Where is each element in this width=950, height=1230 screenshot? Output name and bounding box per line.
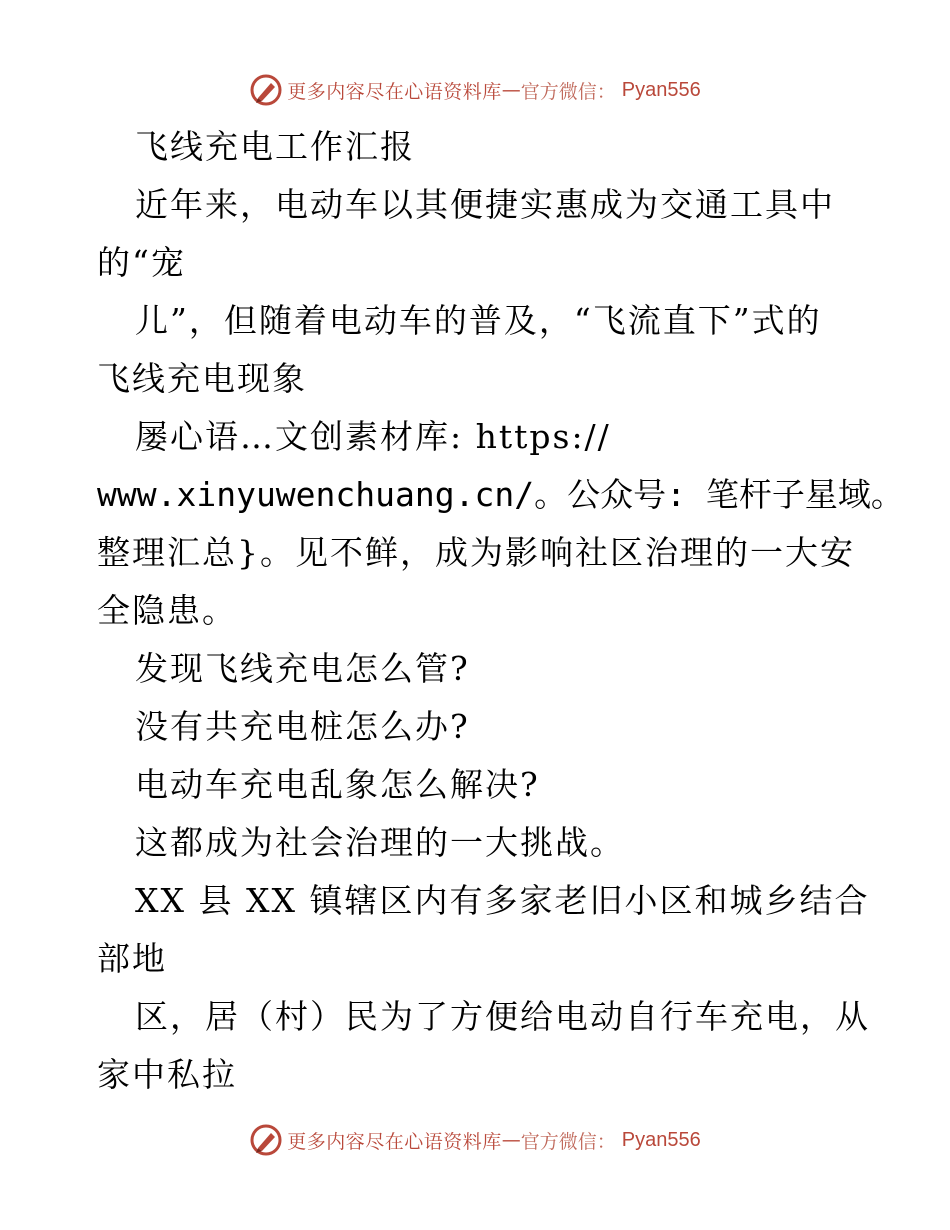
paragraph-line: www.xinyuwenchuang.cn/。公众号: 笔杆子星域。 xyxy=(97,475,904,514)
pen-logo-icon xyxy=(249,1123,283,1157)
paragraph-line: 家中私拉 xyxy=(97,1055,237,1094)
question-line: 电动车充电乱象怎么解决? xyxy=(135,765,540,804)
paragraph-line: 的“宠 xyxy=(97,243,186,282)
paragraph-line: 飞线充电现象 xyxy=(97,359,307,398)
wechat-id: Pyan556 xyxy=(621,78,701,101)
question-line: 没有共充电桩怎么办? xyxy=(135,707,470,746)
paragraph-line: 全隐患。 xyxy=(97,591,237,630)
paragraph-line: 部地 xyxy=(97,939,167,978)
question-line: 发现飞线充电怎么管? xyxy=(135,649,470,688)
paragraph-line: 近年来，电动车以其便捷实惠成为交通工具中 xyxy=(135,185,835,224)
brand-text: 更多内容尽在心语资料库 xyxy=(287,1130,502,1153)
banner-dash: — xyxy=(501,79,521,101)
document-title: 飞线充电工作汇报 xyxy=(135,127,415,166)
brand-text: 更多内容尽在心语资料库 xyxy=(287,80,502,103)
paragraph-line: 区，居（村）民为了方便给电动自行车充电，从 xyxy=(135,997,870,1036)
paragraph-line: 屡心语…文创素材库: https:// xyxy=(135,417,611,456)
pen-logo-icon xyxy=(249,73,283,107)
wechat-id: Pyan556 xyxy=(621,1128,701,1151)
footer-watermark-banner xyxy=(0,1120,950,1160)
paragraph-line: 这都成为社会治理的一大挑战。 xyxy=(135,823,625,862)
header-watermark-banner xyxy=(0,70,950,110)
document-body xyxy=(97,118,904,1104)
paragraph-line: XX 县 XX 镇辖区内有多家老旧小区和城乡结合 xyxy=(135,881,870,920)
paragraph-line: 儿”，但随着电动车的普及，“飞流直下”式的 xyxy=(135,301,822,340)
paragraph-line: 整理汇总}。见不鲜，成为影响社区治理的一大安 xyxy=(97,533,855,572)
wechat-label: 官方微信： xyxy=(520,1130,616,1153)
banner-dash: — xyxy=(501,1129,521,1151)
wechat-label: 官方微信： xyxy=(520,80,616,103)
